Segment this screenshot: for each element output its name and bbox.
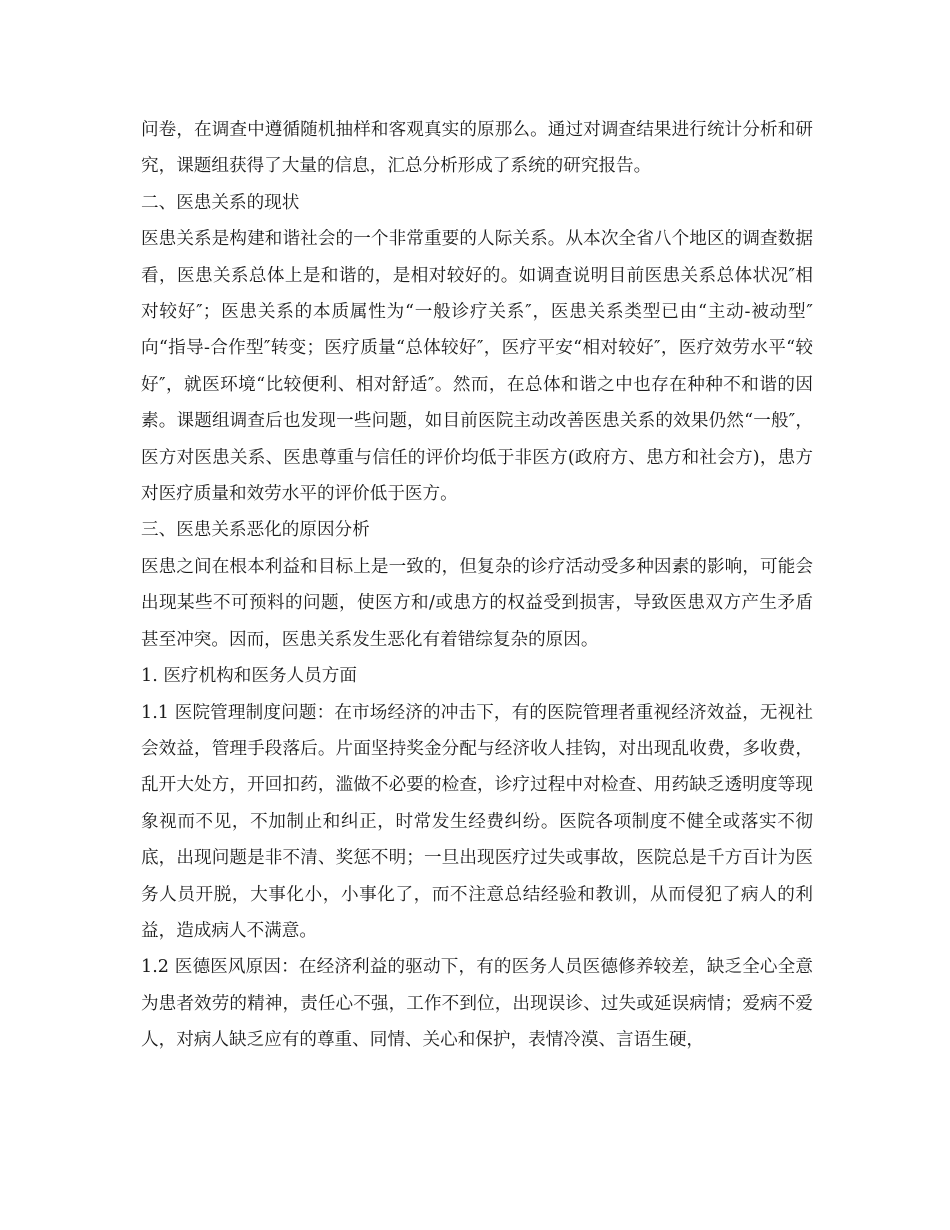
section-heading: 三、医患关系恶化的原因分析 (141, 520, 370, 541)
body-paragraph: 医患关系是构建和谐社会的一个非常重要的人际关系。从本次全省八个地区的调查数据看，医患关系总体上是和谐的，是相对较好的。如调查说明目前医患关系总体状况″相对较好″；医患关系的本质属性为“一般诊疗关系″，医患关系类型已由“主动-被动型″向“指导-合作型″转变；医疗质量“总体较好″，医疗平安“相对较好″，医疗效劳水平“较好″，就医环境“比较便利、相对舒适″。然而，在总体和谐之中也存在种种不和谐的因素。课题组调查后也发现一些问题，如目前医院主动改善医患关系的效果仍然“一般″，医方对医患关系、医患尊重与信任的评价均低于非医方(政府方、患方和社会方)，患方对医疗质量和效劳水平的评价低于医方。 (141, 229, 813, 505)
body-paragraph: 1.2 医德医风原因：在经济利益的驱动下，有的医务人员医德修养较差，缺乏全心全意为患者效劳的精神，责任心不强，工作不到位，出现误诊、过失或延误病情；爱病不爱人，对病人缺乏应有的尊重、同情、关心和保护，表情冷漠、言语生硬， (141, 957, 813, 1051)
body-paragraph: 问卷，在调查中遵循随机抽样和客观真实的原那么。通过对调查结果进行统计分析和研究，课题组获得了大量的信息，汇总分析形成了系统的研究报告。 (141, 120, 813, 177)
body-paragraph: 医患之间在根本利益和目标上是一致的，但复杂的诊疗活动受多种因素的影响，可能会出现某些不可预料的问题，使医方和/或患方的权益受到损害，导致医患双方产生矛盾甚至冲突。因而，医患关系发生恶化有着错综复杂的原因。 (141, 556, 813, 650)
subsection-heading: 1. 医疗机构和医务人员方面 (141, 666, 357, 687)
document-body (141, 112, 813, 1059)
body-paragraph: 1.1 医院管理制度问题：在市场经济的冲击下，有的医院管理者重视经济效益，无视社会效益，管理手段落后。片面坚持奖金分配与经济收人挂钩，对出现乱收费，多收费，乱开大处方，开回扣药，滥做不必要的检查，诊疗过程中对检查、用药缺乏透明度等现象视而不见，不加制止和纠正，时常发生经费纠纷。医院各项制度不健全或落实不彻底，出现问题是非不清、奖惩不明；一旦出现医疗过失或事故，医院总是千方百计为医务人员开脱，大事化小，小事化了，而不注意总结经验和教训，从而侵犯了病人的利益，造成病人不满意。 (141, 702, 813, 941)
section-heading: 二、医患关系的现状 (141, 192, 300, 213)
